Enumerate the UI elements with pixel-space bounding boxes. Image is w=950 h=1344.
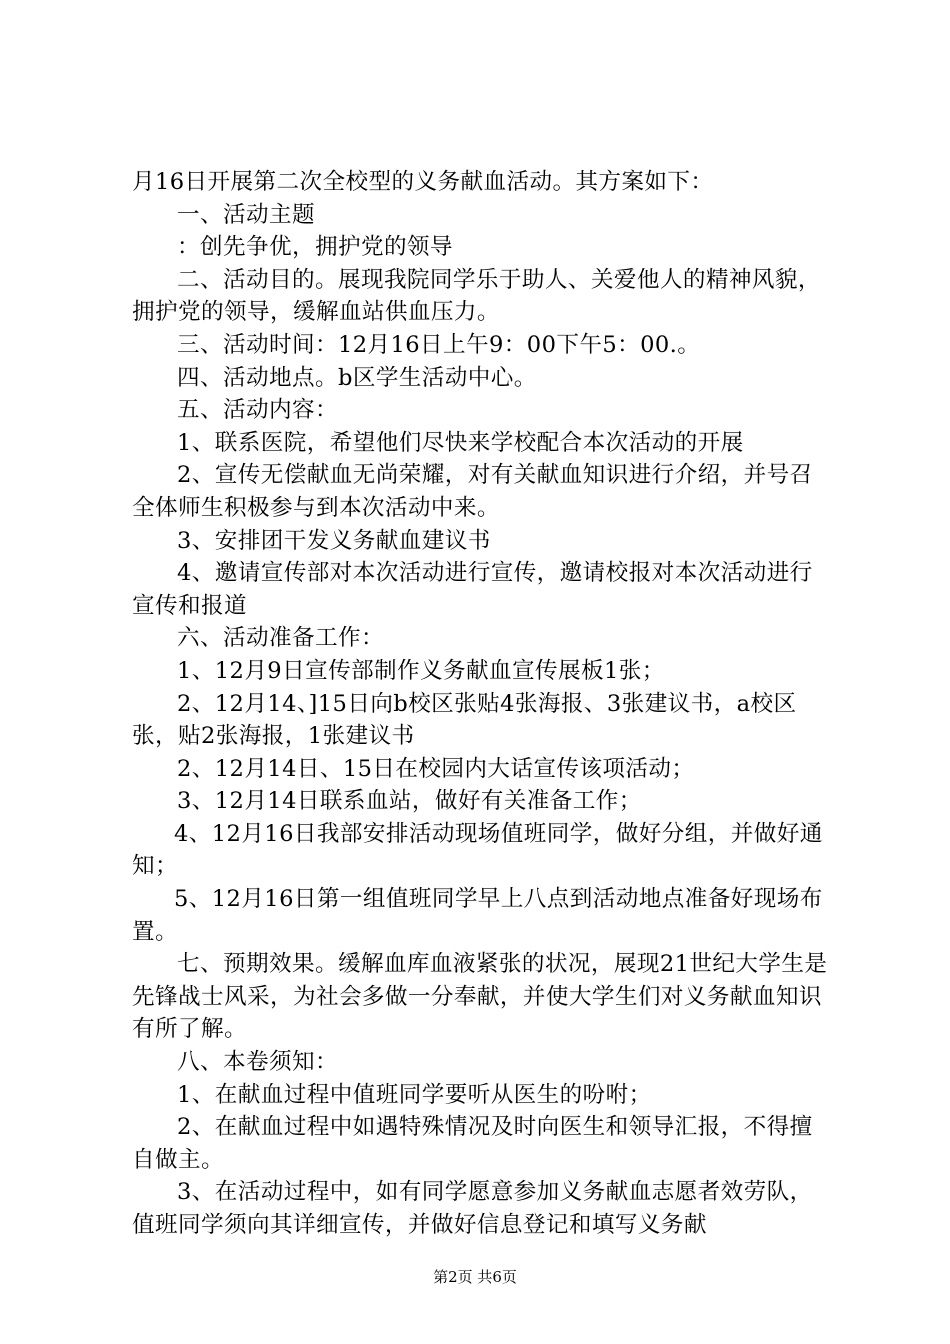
page-footer	[0, 1267, 950, 1287]
list-item: 2、宣传无偿献血无尚荣耀，对有关献血知识进行介绍，并号召全体师生积极参与到本次活动中来。	[132, 462, 813, 521]
paragraph: ：创先争优，拥护党的领导	[177, 234, 453, 261]
list-item: 5、12月16日第一组值班同学早上八点到活动地点准备好现场布置。	[132, 886, 823, 945]
list-item: 1、联系医院，希望他们尽快来学校配合本次活动的开展	[177, 429, 744, 456]
list-item: 3、安排团干发义务献血建议书	[177, 527, 491, 554]
list-item: 1、12月9日宣传部制作义务献血宣传展板1张；	[177, 657, 665, 684]
section-heading: 一、活动主题	[177, 201, 315, 228]
section-heading: 四、活动地点。b区学生活动中心。	[177, 364, 537, 391]
list-item: 1、在献血过程中值班同学要听从医生的吩咐；	[177, 1081, 652, 1108]
list-item: 2、12月14、]15日向b校区张贴4张海报、3张建议书，a校区张，贴2张海报，1张建议书	[132, 690, 797, 750]
document-body	[132, 166, 832, 1242]
section-heading: 二、活动目的。展现我院同学乐于助人、关爱他人的精神风貌，拥护党的领导，缓解血站供血压力。	[132, 266, 821, 326]
list-item: 4、12月16日我部安排活动现场值班同学，做好分组，并做好通知；	[132, 820, 823, 880]
paragraph: 月16日开展第二次全校型的义务献血活动。其方案如下：	[132, 169, 714, 195]
list-item: 2、在献血过程中如遇特殊情况及时向医生和领导汇报，不得擅自做主。	[132, 1114, 813, 1173]
section-heading: 七、预期效果。缓解血库血液紧张的状况，展现21世纪大学生是先锋战士风采，为社会多做一分奉献，并使大学生们对义务献血知识有所了解。	[132, 951, 828, 1043]
list-item: 3、在活动过程中，如有同学愿意参加义务献血志愿者效劳队，值班同学须向其详细宣传，并做好信息登记和填写义务献	[132, 1179, 813, 1238]
section-heading: 六、活动准备工作：	[177, 625, 384, 652]
list-item: 2、12月14日、15日在校园内大话宣传该项活动；	[177, 755, 695, 782]
section-heading: 三、活动时间：12月16日上午9：00下午5：00.。	[177, 331, 701, 358]
list-item: 4、邀请宣传部对本次活动进行宣传，邀请校报对本次活动进行宣传和报道	[132, 560, 813, 619]
page-number-label: 第2页 共6页	[433, 1268, 517, 1286]
list-item: 3、12月14日联系血站，做好有关准备工作；	[177, 788, 642, 815]
section-heading: 八、本卷须知：	[177, 1049, 338, 1076]
section-heading: 五、活动内容：	[177, 397, 338, 424]
